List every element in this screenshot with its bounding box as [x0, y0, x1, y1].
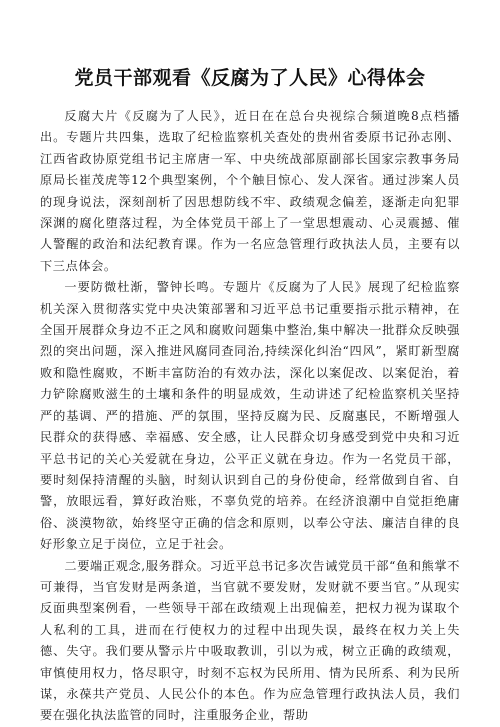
- paragraph-point-one: 一要防微杜渐，警钟长鸣。专题片《反腐为了人民》展现了纪检监察机关深入贯彻落实党中央决策部署和习近平总书记重要指示批示精神，在全国开展群众身边不正之风和腐败问题集中整治,集中解决一批群众反映强烈的突出问题，深入推进风腐同查同治,持续深化纠治“四风”，紧盯新型腐败和隐性腐败，不断丰富防治的有效办法，深化以案促改、以案促治，着力铲除腐败滋生的土壤和条件的明显成效，生动讲述了纪检监察机关坚持严的基调、严的措施、严的氛围，坚持反腐为民、反腐惠民，不断增强人民群众的获得感、幸福感、安全感，让人民群众切身感受到党中央和习近平总书记的关心关爱就在身边，公平正义就在身边。作为一名党员干部，要时刻保持清醒的头脑，时刻认识到自己的身份使命，经常做到自省、自警，放眼远看，算好政治账，不辜负党的培养。在经济浪潮中自觉拒绝庸俗、淡漠物欲，始终坚守正确的信念和原则，以奉公守法、廉洁自律的良好形象立足于岗位，立足于社会。: [40, 280, 460, 552]
- document-title: 党员干部观看《反腐为了人民》心得体会: [74, 67, 426, 89]
- document-body: [40, 106, 460, 727]
- paragraph-intro: 反腐大片《反腐为了人民》，近日在在总台央视综合频道晚8点档播出。专题片共四集，选取了纪检监察机关查处的贵州省委原书记孙志刚、江西省政协原党组书记主席唐一军、中央统战部原副部长国家宗教事务局原局长崔茂虎等12个典型案例，个个触目惊心、发人深省。通过涉案人员的现身说法，深刻剖析了因思想防线不牢、政绩观念偏差，逐渐走向犯罪深渊的腐化堕落过程，为全体党员干部上了一堂思想震动、心灵震撼、催人警醒的政治和法纪教育课。作为一名应急管理行政执法人员，主要有以下三点体会。: [40, 109, 460, 273]
- paragraph-point-two: 二要端正观念,服务群众。习近平总书记多次告诫党员干部“鱼和熊掌不可兼得，当官发财是两条道，当官就不要发财，发财就不要当官。”从现实反面典型案例看，一些领导干部在政绩观上出现偏差，把权力视为谋取个人私利的工具，进而在行使权力的过程中出现失误，最终在权力关上失德、失守。我们要从警示片中吸取教训，引以为戒，树立正确的政绩观，审慎使用权力，恪尽职守，时刻不忘权为民所用、情为民所系、利为民所谋，永葆共产党员、人民公仆的本色。作为应急管理行政执法人员，我们要在强化执法监管的同时，注重服务企业，帮助: [40, 558, 460, 723]
